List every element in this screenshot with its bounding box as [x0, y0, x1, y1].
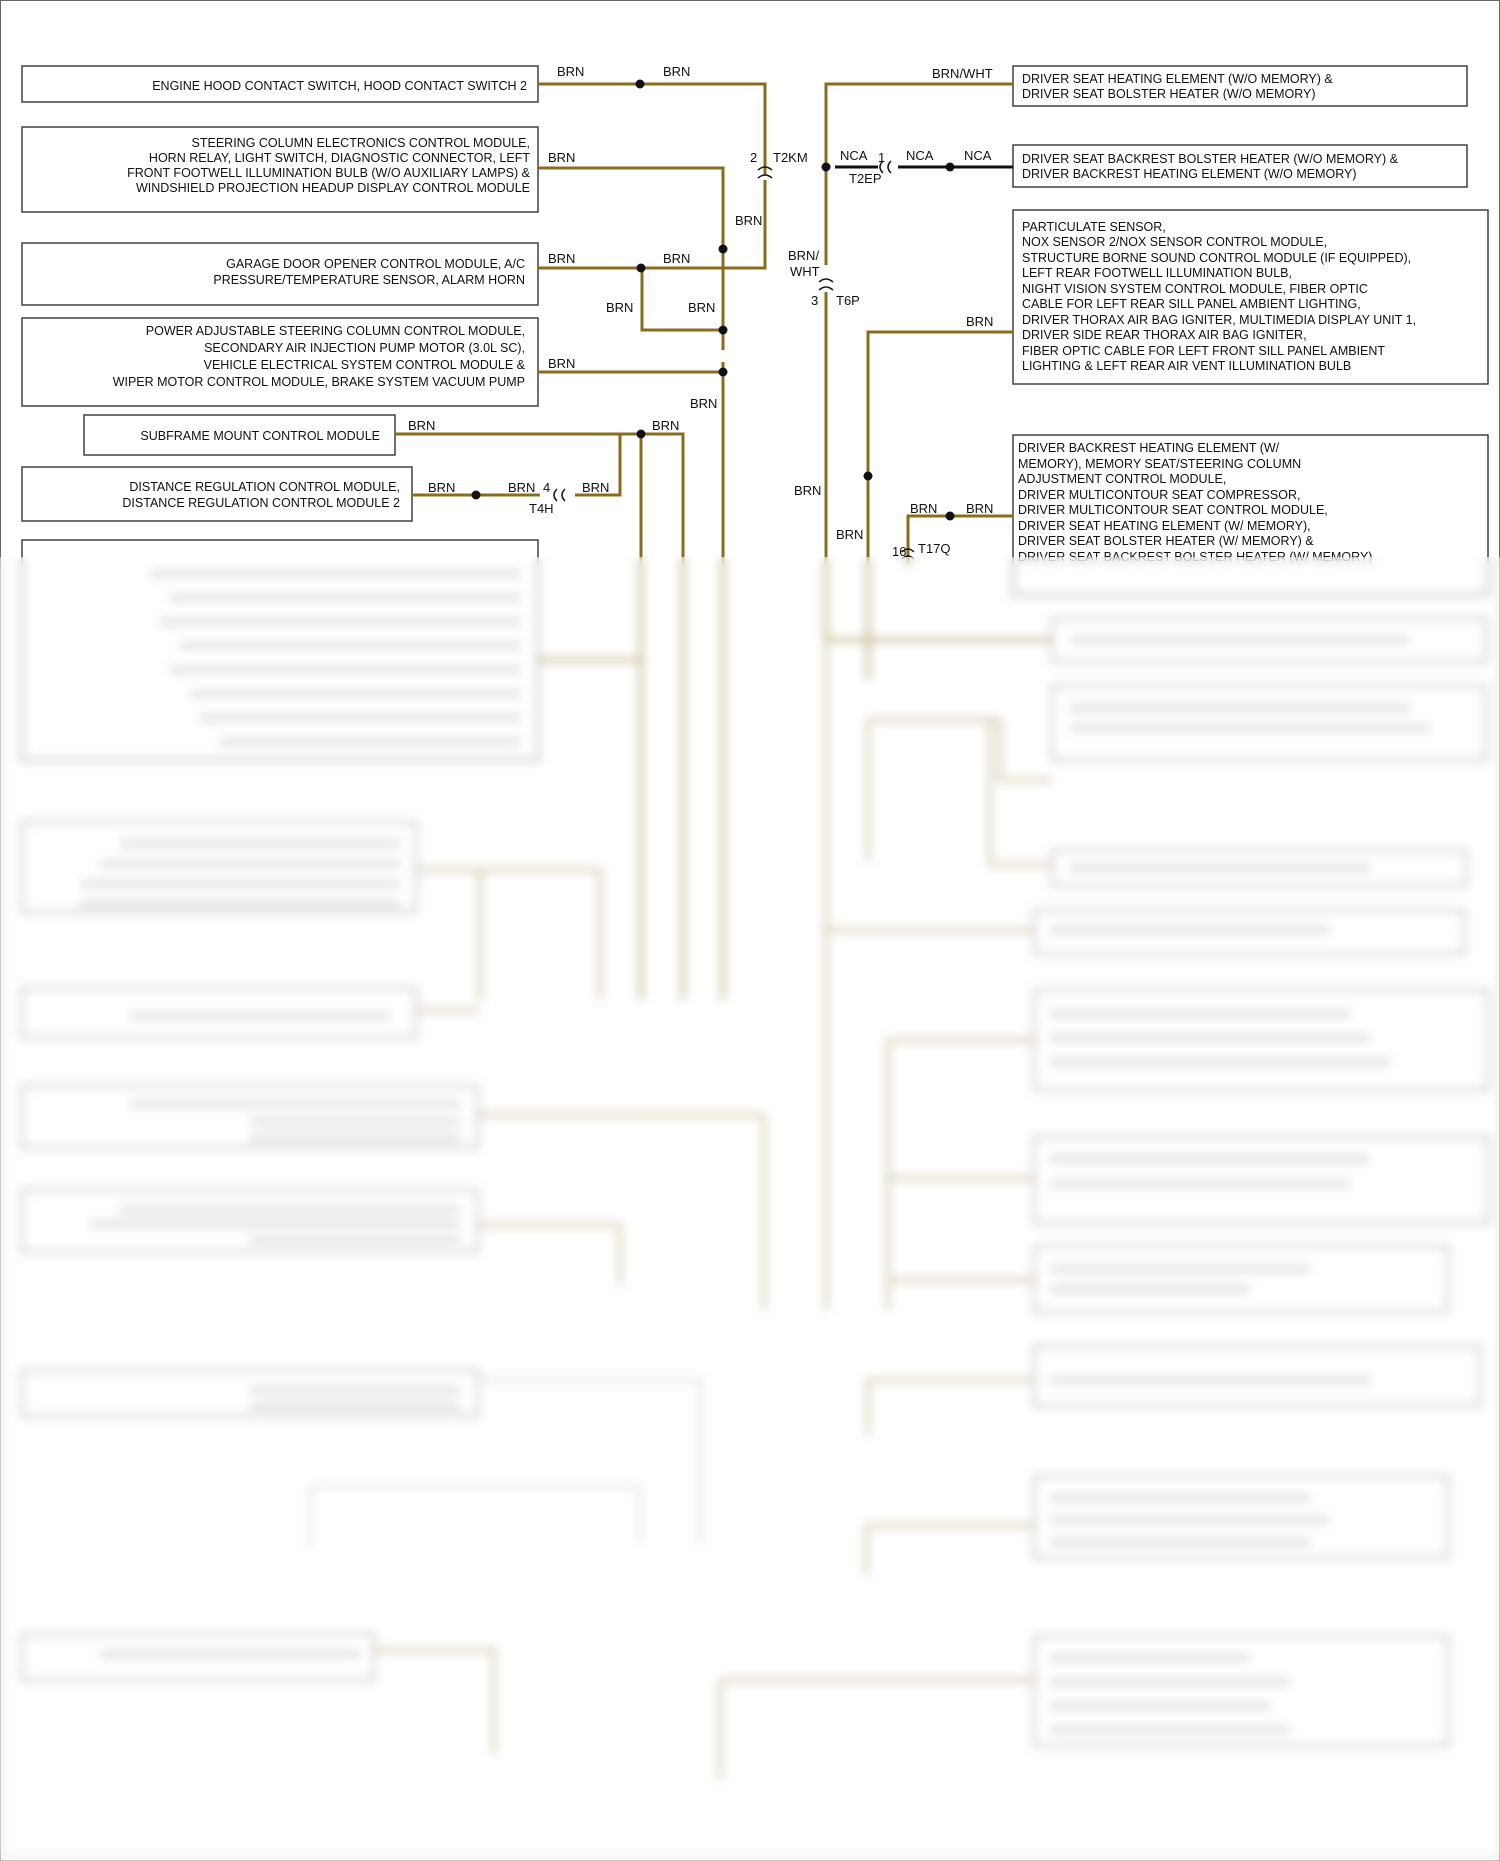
memory-seat-line-3: ADJUSTMENT CONTROL MODULE, [1018, 472, 1227, 486]
component-hood-switch [22, 66, 538, 102]
wire-label-brn-wht: BRN/WHT [932, 66, 993, 81]
particulate-line-1: PARTICULATE SENSOR, [1022, 220, 1166, 234]
component-seat-backrest [1013, 145, 1467, 187]
garage-line-2: PRESSURE/TEMPERATURE SENSOR, ALARM HORN [213, 273, 525, 287]
steering-col-line-3: FRONT FOOTWELL ILLUMINATION BULB (W/O AUXILIARY LAMPS) & [127, 166, 530, 180]
t4h-id: T4H [529, 501, 554, 516]
steering-col-line-1: STEERING COLUMN ELECTRONICS CONTROL MODULE, [191, 136, 530, 150]
particulate-line-9: FIBER OPTIC CABLE FOR LEFT FRONT SILL PANEL AMBIENT [1022, 344, 1386, 358]
memory-seat-line-4: DRIVER MULTICONTOUR SEAT COMPRESSOR, [1018, 488, 1301, 502]
memory-seat-line-8: DRIVER SEAT BACKREST BOLSTER HEATER (W/ MEMORY) [1018, 550, 1373, 564]
wire-label-brn: BRN [794, 483, 822, 498]
wire-label-brn: BRN [548, 356, 576, 371]
particulate-line-8: DRIVER SIDE REAR THORAX AIR BAG IGNITER, [1022, 328, 1307, 342]
particulate-line-5: NIGHT VISION SYSTEM CONTROL MODULE, FIBER OPTIC [1022, 282, 1368, 296]
wire-label-nca: NCA [964, 148, 992, 163]
wire-label-brn: BRN [663, 64, 691, 79]
steering-col-line-4: WINDSHIELD PROJECTION HEADUP DISPLAY CONTROL MODULE [135, 181, 530, 195]
component-seat-heating [1013, 66, 1467, 106]
wire-label-brn-slash: BRN/ [788, 248, 820, 263]
garage-line-1: GARAGE DOOR OPENER CONTROL MODULE, A/C [226, 257, 525, 271]
particulate-line-4: LEFT REAR FOOTWELL ILLUMINATION BULB, [1022, 266, 1292, 280]
subframe-label: SUBFRAME MOUNT CONTROL MODULE [140, 429, 380, 443]
component-particulate-sensor [1013, 210, 1488, 384]
component-power-steering [22, 318, 538, 406]
wire-label-brn: BRN [548, 251, 576, 266]
particulate-line-2: NOX SENSOR 2/NOX SENSOR CONTROL MODULE, [1022, 235, 1328, 249]
memory-seat-line-7: DRIVER SEAT BOLSTER HEATER (W/ MEMORY) & [1018, 534, 1314, 548]
t17q-pin: 16 [892, 544, 907, 559]
t2ep-id: T2EP [849, 171, 882, 186]
power-steering-line-3: VEHICLE ELECTRICAL SYSTEM CONTROL MODULE & [203, 358, 525, 372]
distance-line-1: DISTANCE REGULATION CONTROL MODULE, [129, 480, 400, 494]
power-steering-line-4: WIPER MOTOR CONTROL MODULE, BRAKE SYSTEM VACUUM PUMP [112, 375, 525, 389]
t4h-pin: 4 [543, 480, 551, 495]
particulate-line-7: DRIVER THORAX AIR BAG IGNITER, MULTIMEDIA DISPLAY UNIT 1, [1022, 313, 1417, 327]
seat-heating-line-1: DRIVER SEAT HEATING ELEMENT (W/O MEMORY) & [1022, 72, 1333, 86]
wire-label-brn: BRN [428, 480, 456, 495]
particulate-line-3: STRUCTURE BORNE SOUND CONTROL MODULE (IF EQUIPPED), [1022, 251, 1412, 265]
wire-label-brn: BRN [690, 396, 718, 411]
seat-backrest-line-2: DRIVER BACKREST HEATING ELEMENT (W/O MEMORY) [1022, 167, 1357, 181]
t6p-pin: 3 [811, 293, 819, 308]
wire-label-brn: BRN [836, 527, 864, 542]
component-subframe [84, 415, 395, 455]
wire-label-brn: BRN [408, 418, 436, 433]
t2ep-pin: 1 [878, 150, 886, 165]
connector-labels [529, 150, 951, 559]
t6p-id: T6P [836, 293, 860, 308]
wire-label-brn: BRN [606, 300, 634, 315]
seat-heating-line-2: DRIVER SEAT BOLSTER HEATER (W/O MEMORY) [1022, 87, 1316, 101]
t17q-id: T17Q [918, 541, 951, 556]
wire-label-nca: NCA [840, 148, 868, 163]
wire-label-brn: BRN [910, 501, 938, 516]
wire-label-brn: BRN [548, 150, 576, 165]
distance-line-2: DISTANCE REGULATION CONTROL MODULE 2 [122, 496, 400, 510]
wire-label-brn: BRN [966, 501, 994, 516]
memory-seat-line-6: DRIVER SEAT HEATING ELEMENT (W/ MEMORY), [1018, 519, 1311, 533]
wire-label-nca: NCA [906, 148, 934, 163]
power-steering-line-2: SECONDARY AIR INJECTION PUMP MOTOR (3.0L SC), [204, 341, 525, 355]
particulate-line-6: CABLE FOR LEFT REAR SILL PANEL AMBIENT LIGHTING, [1022, 297, 1361, 311]
power-steering-line-1: POWER ADJUSTABLE STEERING COLUMN CONTROL MODULE, [145, 324, 525, 338]
component-distance-regulation [22, 467, 412, 521]
wire-label-wht: WHT [790, 264, 820, 279]
particulate-line-10: LIGHTING & LEFT REAR AIR VENT ILLUMINATION BULB [1022, 359, 1352, 373]
wire-label-brn: BRN [582, 480, 610, 495]
memory-seat-line-2: MEMORY), MEMORY SEAT/STEERING COLUMN [1018, 457, 1302, 471]
wire-label-brn: BRN [557, 64, 585, 79]
connector-symbols [554, 161, 914, 559]
wire-label-brn: BRN [508, 480, 536, 495]
wire-label-brn: BRN [735, 213, 763, 228]
wire-label-brn: BRN [652, 418, 680, 433]
wire-label-brn: BRN [663, 251, 691, 266]
memory-seat-line-5: DRIVER MULTICONTOUR SEAT CONTROL MODULE, [1018, 503, 1328, 517]
wire-label-brn: BRN [688, 300, 716, 315]
hood-switch-label: ENGINE HOOD CONTACT SWITCH, HOOD CONTACT SWITCH 2 [152, 79, 527, 93]
steering-col-line-2: HORN RELAY, LIGHT SWITCH, DIAGNOSTIC CONNECTOR, LEFT [148, 151, 530, 165]
component-garage-opener [22, 243, 538, 305]
blurred-region [0, 557, 1500, 1861]
wire-label-brn: BRN [966, 314, 994, 329]
t2km-id: T2KM [773, 150, 808, 165]
seat-backrest-line-1: DRIVER SEAT BACKREST BOLSTER HEATER (W/O MEMORY) & [1022, 152, 1398, 166]
component-steering-column [22, 127, 538, 212]
t2km-pin: 2 [750, 150, 758, 165]
memory-seat-line-1: DRIVER BACKREST HEATING ELEMENT (W/ [1018, 441, 1280, 455]
